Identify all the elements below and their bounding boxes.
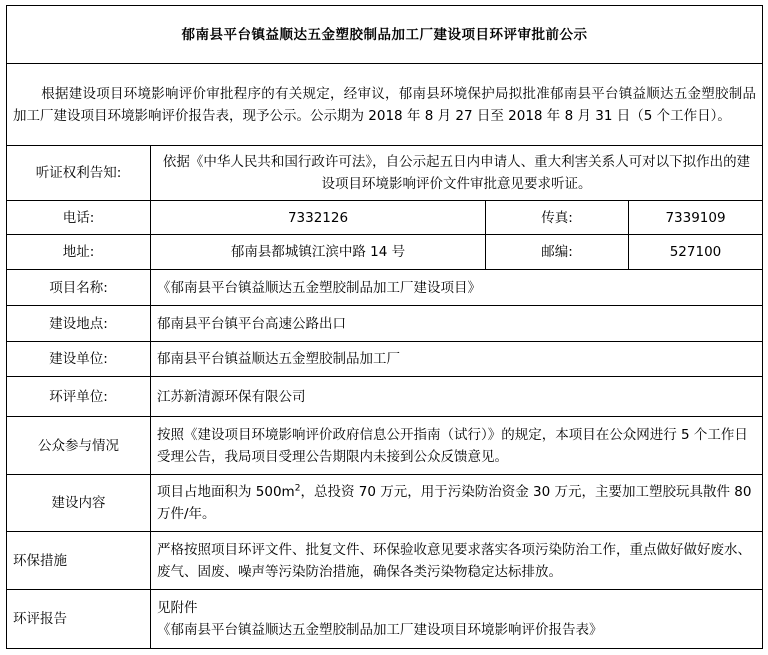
row-phone-fax <box>7 201 763 235</box>
content-part1: 项目占地面积为 500m <box>157 484 295 500</box>
value-measures: 严格按照项目环评文件、批复文件、环保验收意见要求落实各项污染防治工作，重点做好做好废水、废气、固废、噪声等污染防治措施，确保各类污染物稳定达标排放。 <box>151 532 763 590</box>
notice-table <box>6 5 763 649</box>
label-project-name: 项目名称: <box>7 270 151 306</box>
label-measures: 环保措施 <box>7 532 151 590</box>
label-builder: 建设单位: <box>7 342 151 377</box>
row-report <box>7 590 763 649</box>
value-site: 郁南县平台镇平台高速公路出口 <box>151 306 763 342</box>
intro-paragraph <box>7 64 763 146</box>
row-measures <box>7 532 763 590</box>
label-hearing: 听证权利告知: <box>7 146 151 201</box>
value-eia-unit: 江苏新清源环保有限公司 <box>151 377 763 417</box>
page-title: 郁南县平台镇益顺达五金塑胶制品加工厂建设项目环评审批前公示 <box>7 6 763 64</box>
label-postcode: 邮编: <box>486 235 629 270</box>
label-address: 地址: <box>7 235 151 270</box>
row-site <box>7 306 763 342</box>
value-report <box>151 590 763 649</box>
value-public: 按照《建设项目环境影响评价政府信息公开指南（试行）》的规定，本项目在公众网进行 5 个工作日受理公告，我局项目受理公告期限内未接到公众反馈意见。 <box>151 417 763 475</box>
value-address: 郁南县都城镇江滨中路 14 号 <box>151 235 486 270</box>
label-content: 建设内容 <box>7 475 151 532</box>
value-content <box>151 475 763 532</box>
row-public-participation <box>7 417 763 475</box>
value-project-name: 《郁南县平台镇益顺达五金塑胶制品加工厂建设项目》 <box>151 270 763 306</box>
value-hearing: 依据《中华人民共和国行政许可法》，自公示起五日内申请人、重大利害关系人可对以下拟作出的建设项目环境影响评价文件审批意见要求听证。 <box>151 146 763 201</box>
content-part2: ，总投资 70 万元，用于污染防治资金 30 万元，主要加工塑胶玩具散件 80 万件/年。 <box>157 484 752 522</box>
value-postcode: 527100 <box>629 235 763 270</box>
row-content <box>7 475 763 532</box>
row-project-name <box>7 270 763 306</box>
label-phone: 电话: <box>7 201 151 235</box>
value-fax: 7339109 <box>629 201 763 235</box>
label-fax: 传真: <box>486 201 629 235</box>
label-report: 环评报告 <box>7 590 151 649</box>
row-hearing <box>7 146 763 201</box>
row-address-postcode <box>7 235 763 270</box>
value-phone: 7332126 <box>151 201 486 235</box>
row-eia-unit <box>7 377 763 417</box>
content-sup: 2 <box>294 483 301 494</box>
report-attachment-link[interactable]: 《郁南县平台镇益顺达五金塑胶制品加工厂建设项目环境影响评价报告表》 <box>157 622 603 638</box>
label-eia-unit: 环评单位: <box>7 377 151 417</box>
report-attachment-note: 见附件 <box>157 600 198 616</box>
value-builder: 郁南县平台镇益顺达五金塑胶制品加工厂 <box>151 342 763 377</box>
label-public: 公众参与情况 <box>7 417 151 475</box>
label-site: 建设地点: <box>7 306 151 342</box>
intro-text: 根据建设项目环境影响评价审批程序的有关规定，经审议，郁南县环境保护局拟批准郁南县平台镇益顺达五金塑胶制品加工厂建设项目环境影响评价报告表，现予公示。公示期为 2018 年 8 月 27 日至 2018 年 8 月 31 日（5 个工作日）。 <box>13 85 756 124</box>
row-builder <box>7 342 763 377</box>
